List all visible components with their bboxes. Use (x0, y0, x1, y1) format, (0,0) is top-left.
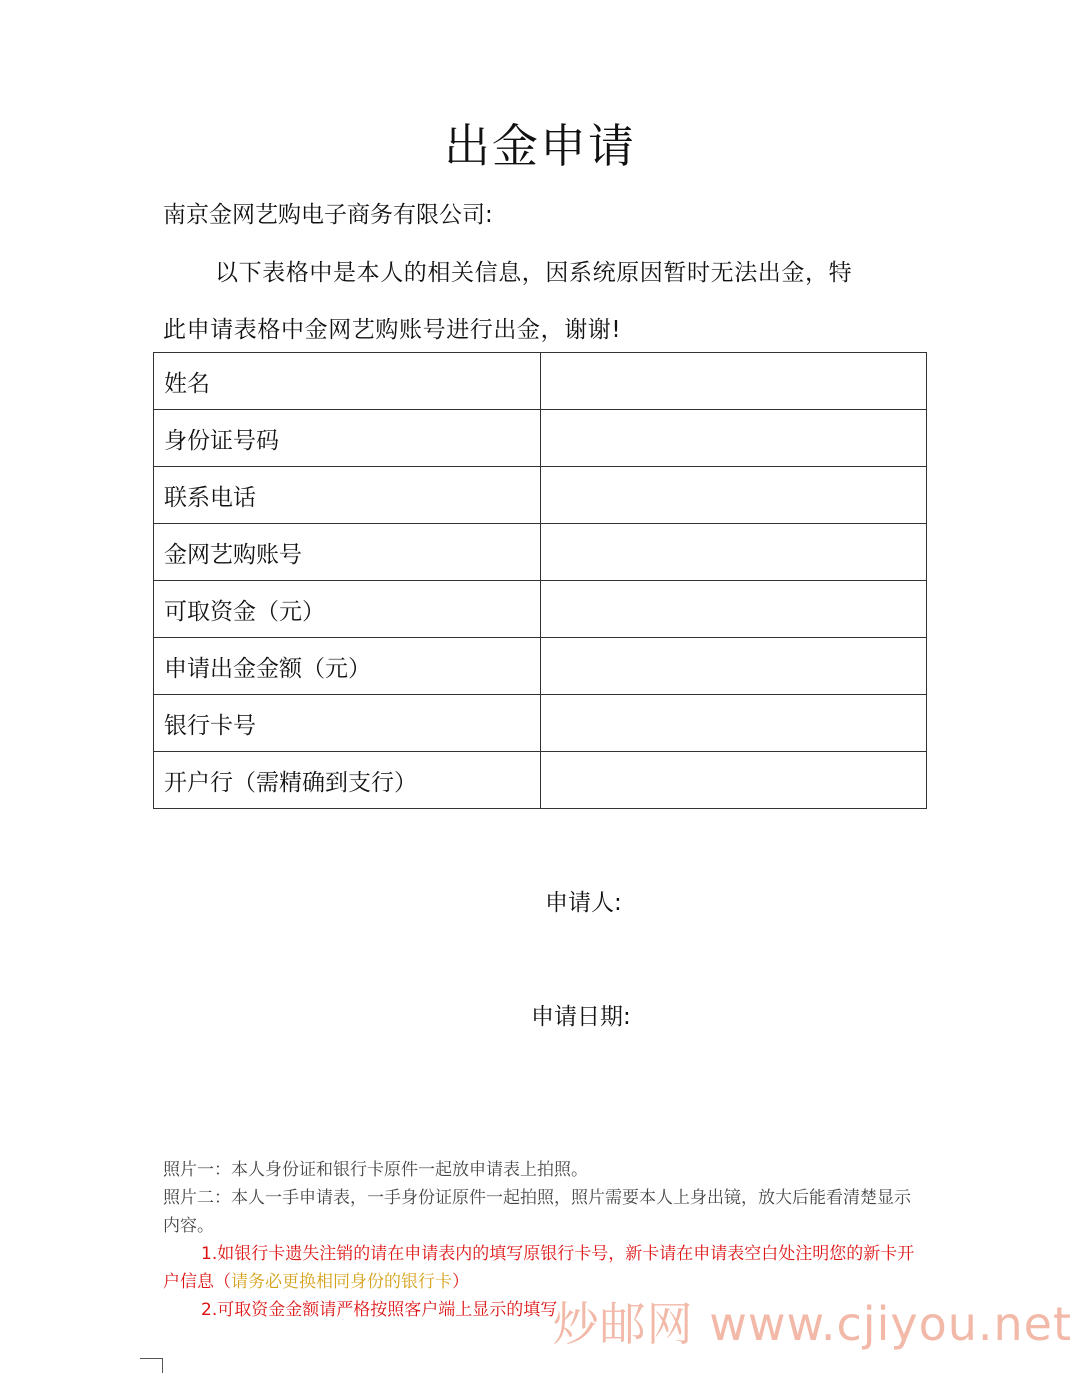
page-title: 出金申请 (444, 119, 636, 173)
field-label-id-number: 身份证号码 (154, 410, 541, 467)
body-text-line-2: 此申请表格中金网艺购账号进行出金，谢谢! (163, 317, 622, 343)
application-form-table (153, 352, 927, 809)
field-value-withdraw-amount[interactable] (541, 638, 927, 695)
table-row (154, 752, 927, 809)
note-item-2-text: 2.可取资金金额请严格按照客户端上显示的填写 (201, 1300, 558, 1320)
table-row (154, 353, 927, 410)
field-label-account: 金网艺购账号 (154, 524, 541, 581)
field-label-bank-card: 银行卡号 (154, 695, 541, 752)
field-value-account[interactable] (541, 524, 927, 581)
table-row (154, 410, 927, 467)
body-text-line-1: 以下表格中是本人的相关信息，因系统原因暂时无法出金，特 (215, 260, 853, 286)
table-row (154, 581, 927, 638)
note-item-1-end: ） (452, 1272, 469, 1292)
applicant-label: 申请人: (545, 890, 622, 916)
field-value-bank-card[interactable] (541, 695, 927, 752)
table-row (154, 638, 927, 695)
field-label-name: 姓名 (154, 353, 541, 410)
watermark: 炒邮网 www.cjiyou.net (552, 1297, 1072, 1351)
field-label-available-funds: 可取资金（元） (154, 581, 541, 638)
field-value-available-funds[interactable] (541, 581, 927, 638)
note-item-1-text: 1.如银行卡遗失注销的请在申请表内的填写原银行卡号，新卡请在申请表空白处注明您的新卡开户信息（ (163, 1244, 915, 1292)
application-date-label: 申请日期: (531, 1004, 631, 1030)
note-photo-1: 照片一：本人身份证和银行卡原件一起放申请表上拍照。 (163, 1160, 588, 1180)
field-value-name[interactable] (541, 353, 927, 410)
table-row (154, 524, 927, 581)
field-value-phone[interactable] (541, 467, 927, 524)
field-label-phone: 联系电话 (154, 467, 541, 524)
note-item-1-highlight: 请务必更换相同身份的银行卡 (231, 1272, 452, 1292)
field-value-id-number[interactable] (541, 410, 927, 467)
recipient-line: 南京金网艺购电子商务有限公司: (163, 202, 493, 228)
field-value-bank-branch[interactable] (541, 752, 927, 809)
table-row (154, 695, 927, 752)
field-label-bank-branch: 开户行（需精确到支行） (154, 752, 541, 809)
field-label-withdraw-amount: 申请出金金额（元） (154, 638, 541, 695)
note-photo-2: 照片二：本人一手申请表，一手身份证原件一起拍照，照片需要本人上身出镜，放大后能看清楚显示内容。 (163, 1188, 911, 1236)
table-row (154, 467, 927, 524)
